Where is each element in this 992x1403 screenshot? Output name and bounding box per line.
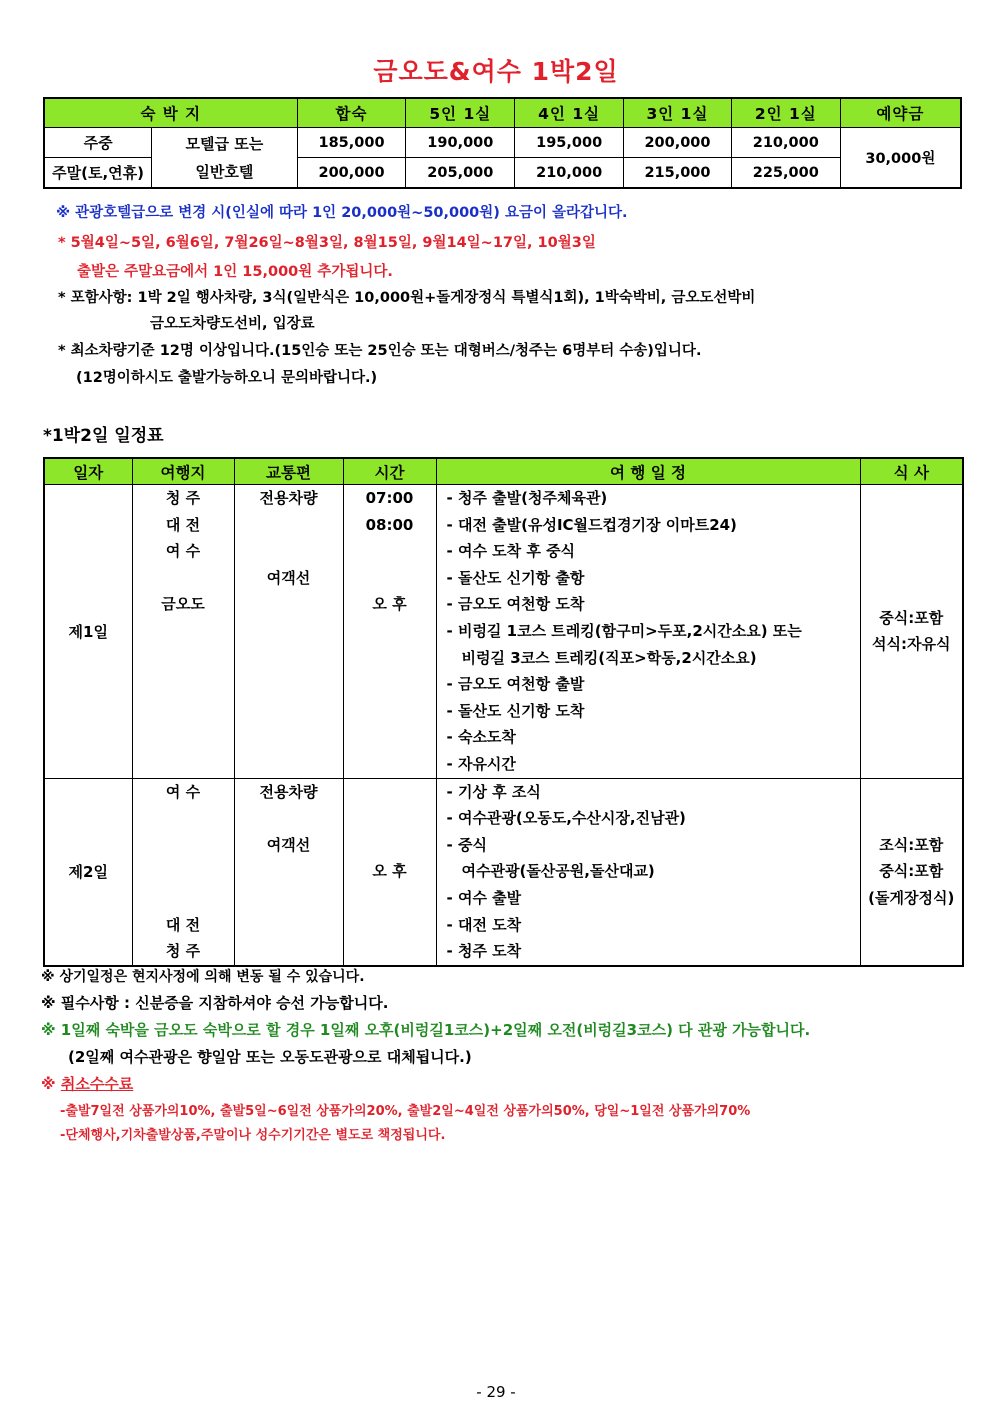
day1-transport bbox=[234, 485, 343, 779]
price-cell: 210,000 bbox=[731, 128, 840, 158]
time bbox=[344, 805, 436, 832]
place: 여 수 bbox=[165, 542, 201, 561]
place bbox=[133, 805, 234, 832]
time bbox=[344, 779, 436, 806]
page-title: 금오도&여수 1박2일 bbox=[373, 57, 619, 86]
meal: 석식:자유식 bbox=[872, 635, 951, 654]
itinerary-line: - 대전 도착 bbox=[446, 915, 522, 934]
day2-time bbox=[343, 778, 436, 966]
price-cell: 200,000 bbox=[624, 128, 732, 158]
schedule-header-time: 시간 bbox=[343, 458, 436, 485]
time: 오 후 bbox=[372, 595, 407, 614]
place: 대 전 bbox=[165, 515, 201, 534]
meal: (돌게장정식) bbox=[868, 888, 955, 907]
itinerary-line: 비렁길 3코스 트레킹(직포>학동,2시간소요) bbox=[461, 648, 757, 667]
day1-itinerary bbox=[436, 485, 860, 779]
itinerary-line: - 대전 출발(유성IC월드컵경기장 이마트24) bbox=[446, 515, 737, 534]
itinerary-line: - 여수 도착 후 중식 bbox=[446, 542, 576, 561]
place: 대 전 bbox=[165, 915, 201, 934]
deposit-value: 30,000원 bbox=[840, 128, 961, 189]
day1-meals bbox=[860, 485, 963, 779]
price-cell: 210,000 bbox=[515, 158, 624, 189]
stay-notice-1: ※ 1일째 숙박을 금오도 숙박으로 할 경우 1일째 오후(비렁길1코스)+2일째 오전(비렁길3코스) 다 관광 가능합니다. bbox=[41, 1021, 811, 1039]
lodging-type bbox=[152, 128, 297, 189]
time: 08:00 bbox=[365, 515, 414, 534]
itinerary-line: - 청주 출발(청주체육관) bbox=[446, 489, 608, 507]
transport bbox=[235, 512, 343, 539]
price-cell: 215,000 bbox=[624, 158, 732, 189]
change-notice: ※ 상기일정은 현지사정에 의해 변동 될 수 있습니다. bbox=[41, 969, 365, 985]
transport: 여객선 bbox=[266, 568, 311, 587]
schedule-day-2 bbox=[44, 778, 963, 966]
price-cell: 200,000 bbox=[297, 158, 406, 189]
min-people-note-1: * 최소차량기준 12명 이상입니다.(15인승 또는 25인승 또는 대형버스/청주는 6명부터 수송)입니다. bbox=[58, 343, 702, 359]
time bbox=[344, 832, 436, 859]
time: 07:00 bbox=[365, 489, 414, 507]
place bbox=[133, 832, 234, 859]
day1-places bbox=[132, 485, 234, 779]
transport: 여객선 bbox=[266, 835, 311, 854]
itinerary-line: - 금오도 여천항 출발 bbox=[446, 675, 585, 694]
price-table bbox=[43, 97, 962, 189]
day2-meals bbox=[860, 778, 963, 966]
place: 청 주 bbox=[165, 489, 201, 507]
price-cell: 190,000 bbox=[406, 128, 515, 158]
day-label: 제2일 bbox=[44, 778, 132, 966]
day2-transport bbox=[234, 778, 343, 966]
schedule-header-itinerary: 여 행 일 정 bbox=[436, 458, 860, 485]
price-header-2p: 2인 1실 bbox=[731, 98, 840, 128]
itinerary-line: - 금오도 여천항 도착 bbox=[446, 595, 585, 614]
transport bbox=[235, 538, 343, 565]
meal: 중식:포함 bbox=[879, 862, 944, 881]
itinerary-line: - 숙소도착 bbox=[446, 728, 516, 747]
place: 청 주 bbox=[165, 942, 201, 961]
included-note-1: * 포함사항: 1박 2일 행사차량, 3식(일반식은 10,000원+돌게장정식 특별식1회), 1박숙박비, 금오도선박비 bbox=[58, 290, 756, 306]
included-note-2: 금오도차량도선비, 입장료 bbox=[150, 316, 315, 332]
itinerary-line: - 기상 후 조식 bbox=[446, 782, 541, 801]
day2-places bbox=[132, 778, 234, 966]
lodging-line-1: 모텔급 또는 bbox=[185, 134, 264, 153]
price-row-label: 주말(토,연휴) bbox=[44, 158, 152, 189]
schedule-header-transport: 교통편 bbox=[234, 458, 343, 485]
place: 금오도 bbox=[161, 595, 205, 614]
cancel-mark: ※ bbox=[41, 1075, 56, 1093]
day1-time bbox=[343, 485, 436, 779]
peak-dates-note: * 5월4일~5일, 6월6일, 7월26일~8월3일, 8월15일, 9월14일~17일, 10월3일 bbox=[58, 235, 596, 251]
schedule-header-row bbox=[44, 458, 963, 485]
cancel-rule-1: -출발7일전 상품가의10%, 출발5일~6일전 상품가의20%, 출발2일~4일전 상품가의50%, 당일~1일전 상품가의70% bbox=[60, 1104, 751, 1119]
place bbox=[133, 885, 234, 912]
place bbox=[133, 858, 234, 885]
price-header-5p: 5인 1실 bbox=[406, 98, 515, 128]
price-cell: 185,000 bbox=[297, 128, 406, 158]
itinerary-line: - 청주 도착 bbox=[446, 942, 522, 961]
place bbox=[133, 565, 234, 592]
price-header-deposit: 예약금 bbox=[840, 98, 961, 128]
itinerary-line: - 자유시간 bbox=[446, 754, 516, 773]
cancel-heading bbox=[41, 1073, 133, 1094]
price-header-row bbox=[44, 98, 961, 128]
transport bbox=[235, 805, 343, 832]
schedule-header-date: 일자 bbox=[44, 458, 132, 485]
price-cell: 205,000 bbox=[406, 158, 515, 189]
itinerary-line: - 돌산도 신기항 출항 bbox=[446, 568, 585, 587]
page-number: - 29 - bbox=[476, 1383, 516, 1401]
schedule-header-place: 여행지 bbox=[132, 458, 234, 485]
time: 오 후 bbox=[372, 862, 407, 881]
peak-surcharge-note: 출발은 주말요금에서 1인 15,000원 추가됩니다. bbox=[77, 264, 393, 280]
price-cell: 225,000 bbox=[731, 158, 840, 189]
itinerary-line: - 여수 출발 bbox=[446, 888, 522, 907]
itinerary-line: - 중식 bbox=[446, 835, 487, 854]
place: 여 수 bbox=[165, 782, 201, 801]
price-row-label: 주중 bbox=[44, 128, 152, 158]
schedule-title: *1박2일 일정표 bbox=[43, 426, 164, 446]
itinerary-line: - 비렁길 1코스 트레킹(함구미>두포,2시간소요) 또는 bbox=[446, 621, 802, 640]
itinerary-line: - 돌산도 신기항 도착 bbox=[446, 701, 585, 720]
cancel-rule-2: -단체행사,기차출발상품,주말이나 성수기기간은 별도로 책정됩니다. bbox=[60, 1128, 446, 1143]
price-header-lodging: 숙 박 지 bbox=[44, 98, 297, 128]
meal: 조식:포함 bbox=[879, 835, 944, 854]
day-label: 제1일 bbox=[44, 485, 132, 779]
min-people-note-2: (12명이하시도 출발가능하오니 문의바랍니다.) bbox=[76, 370, 378, 386]
price-header-4p: 4인 1실 bbox=[515, 98, 624, 128]
price-header-dorm: 합숙 bbox=[297, 98, 406, 128]
schedule-table bbox=[43, 457, 964, 967]
price-row-weekday bbox=[44, 128, 961, 158]
stay-notice-2: (2일째 여수관광은 향일암 또는 오동도관광으로 대체됩니다.) bbox=[68, 1048, 472, 1066]
id-notice: ※ 필수사항 : 신분증을 지참하셔야 승선 가능합니다. bbox=[41, 994, 389, 1012]
price-header-3p: 3인 1실 bbox=[624, 98, 732, 128]
itinerary-line: - 여수관광(오동도,수산시장,진남관) bbox=[446, 809, 686, 828]
time bbox=[344, 565, 436, 592]
day2-itinerary bbox=[436, 778, 860, 966]
lodging-line-2: 일반호텔 bbox=[195, 162, 254, 181]
cancel-title: 취소수수료 bbox=[60, 1075, 134, 1093]
price-cell: 195,000 bbox=[515, 128, 624, 158]
time bbox=[344, 538, 436, 565]
hotel-upgrade-note: ※ 관광호텔급으로 변경 시(인실에 따라 1인 20,000원~50,000원) 요금이 올라갑니다. bbox=[56, 205, 628, 221]
schedule-header-meal: 식 사 bbox=[860, 458, 963, 485]
meal: 중식:포함 bbox=[879, 608, 944, 627]
transport: 전용차량 bbox=[259, 782, 318, 801]
schedule-day-1 bbox=[44, 485, 963, 779]
itinerary-line: 여수관광(돌산공원,돌산대교) bbox=[461, 862, 655, 881]
transport: 전용차량 bbox=[259, 489, 318, 507]
